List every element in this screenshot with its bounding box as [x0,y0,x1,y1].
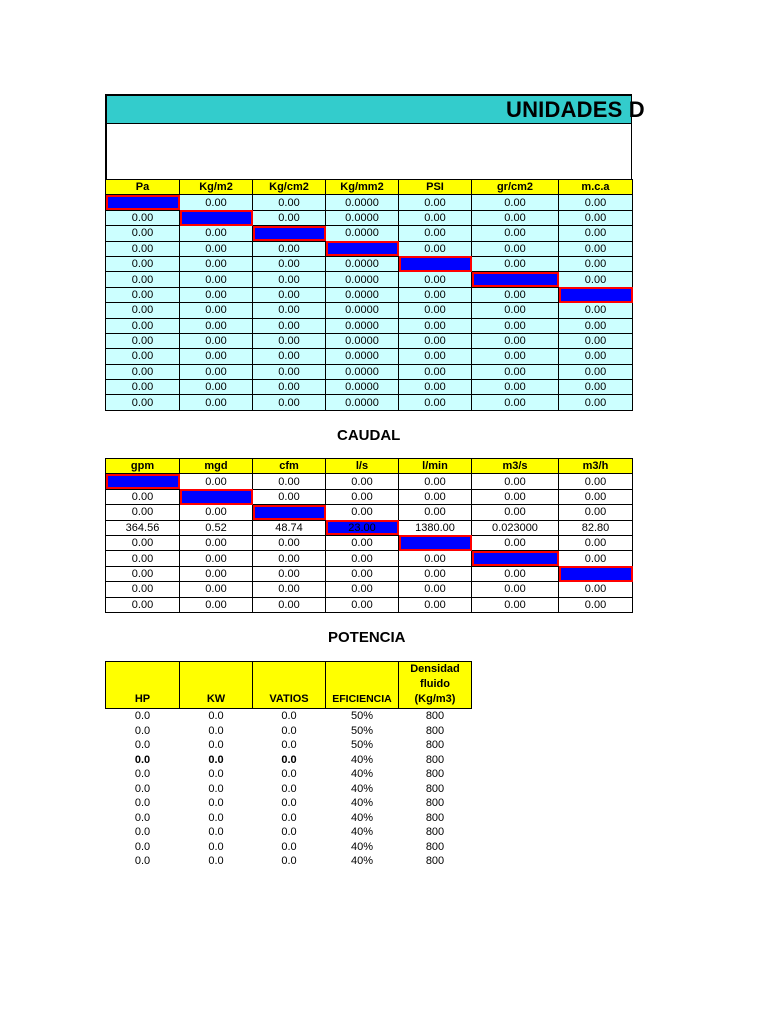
table-cell[interactable]: 0.0000 [326,226,399,241]
table-cell[interactable]: 0.0 [281,855,297,868]
table-row [106,395,633,410]
table-row [106,241,633,256]
table-cell[interactable]: 0.00 [399,287,472,302]
table-cell[interactable]: 0.0 [134,855,151,868]
table-cell[interactable]: 0.0 [134,724,151,737]
table-cell[interactable]: 0.00 [472,303,559,318]
table-cell[interactable]: 800 [425,724,445,737]
presion-header-row [106,180,633,195]
table-cell[interactable]: 0.00 [559,226,633,241]
table-cell[interactable]: 0.00 [399,597,472,612]
input-cell[interactable] [326,241,399,256]
table-cell[interactable]: 0.00 [472,364,559,379]
table-cell[interactable]: 0.00 [399,318,472,333]
table-cell[interactable]: 0.0 [281,797,297,810]
table-cell[interactable]: 0.00 [399,195,472,210]
table-cell[interactable]: 0.00 [559,505,633,520]
table-cell[interactable]: 0.00 [399,582,472,597]
table-cell[interactable]: 0.0 [134,753,151,766]
table-cell[interactable]: 0.00 [253,210,326,225]
table-row [106,753,472,768]
table-cell[interactable]: 0.00 [399,551,472,566]
table-cell[interactable]: 40% [350,768,374,781]
table-cell[interactable]: 0.00 [472,318,559,333]
table-cell[interactable]: 0.00 [180,226,253,241]
table-cell[interactable]: 0.00 [559,303,633,318]
table-cell[interactable]: 0.00 [106,210,180,225]
table-cell[interactable]: 0.00 [326,535,399,550]
table-row [106,535,633,550]
table-cell[interactable]: 0.0 [281,826,297,839]
caudal-header-cell: m3/s [472,459,559,474]
input-cell[interactable] [106,195,180,210]
table-cell[interactable]: 0.00 [399,364,472,379]
table-cell[interactable]: 0.00 [253,535,326,550]
table-cell[interactable]: 0.0 [208,710,224,723]
table-row [106,333,633,348]
table-cell[interactable]: 0.52 [180,520,253,535]
table-cell[interactable]: 0.00 [180,318,253,333]
table-cell[interactable]: 0.00 [180,272,253,287]
input-cell[interactable] [399,535,472,550]
table-row [106,303,633,318]
table-cell[interactable]: 0.0 [134,739,151,752]
table-cell[interactable]: 0.0 [281,753,297,766]
table-cell[interactable]: 40% [350,855,374,868]
table-cell[interactable]: 0.00 [559,551,633,566]
table-row [106,782,472,797]
potencia-header-row [106,662,472,709]
table-row [106,796,472,811]
table-cell[interactable]: 0.00 [180,333,253,348]
table-cell[interactable]: 0.0 [208,768,224,781]
table-cell[interactable]: 0.0000 [326,318,399,333]
table-cell[interactable]: 800 [425,710,445,723]
table-cell[interactable]: 0.00 [180,474,253,489]
input-cell[interactable]: 23.00 [326,520,399,535]
table-cell[interactable]: 0.00 [253,489,326,504]
table-cell[interactable]: 0.00 [106,272,180,287]
table-cell[interactable]: 0.0 [281,782,297,795]
table-row [106,272,633,287]
table-cell[interactable]: 0.00 [180,364,253,379]
table-cell[interactable]: 0.0 [281,710,297,723]
table-row [106,474,633,489]
table-cell[interactable]: 0.0 [134,826,151,839]
table-cell[interactable]: 0.00 [399,474,472,489]
table-cell[interactable]: 0.00 [106,582,180,597]
table-cell[interactable]: 0.00 [180,582,253,597]
caudal-header-cell: mgd [180,459,253,474]
input-cell[interactable] [559,566,633,581]
table-cell[interactable]: 40% [350,826,374,839]
table-cell[interactable]: 50% [350,739,374,752]
table-cell[interactable]: 40% [350,840,374,853]
table-cell[interactable]: 0.00 [559,597,633,612]
table-cell[interactable]: 0.00 [180,597,253,612]
table-cell[interactable]: 0.00 [106,505,180,520]
table-cell[interactable]: 0.00 [180,535,253,550]
table-cell[interactable]: 0.0 [281,768,297,781]
table-cell[interactable]: 0.0 [208,840,224,853]
table-cell[interactable]: 0.00 [106,597,180,612]
table-cell[interactable]: 0.00 [399,395,472,410]
table-cell[interactable]: 0.00 [106,333,180,348]
table-row [106,318,633,333]
table-cell[interactable]: 0.00 [472,566,559,581]
table-cell[interactable]: 800 [425,855,445,868]
presion-header-cell: m.c.a [559,180,633,195]
table-cell[interactable]: 0.0000 [326,364,399,379]
table-cell[interactable]: 0.00 [559,380,633,395]
table-cell[interactable]: 0.00 [180,395,253,410]
table-cell[interactable]: 0.00 [106,535,180,550]
table-cell[interactable]: 0.0 [208,739,224,752]
table-cell[interactable]: 0.0000 [326,333,399,348]
table-cell[interactable]: 0.0000 [326,303,399,318]
table-cell[interactable]: 0.0000 [326,380,399,395]
table-cell[interactable]: 0.00 [253,318,326,333]
table-cell[interactable]: 0.00 [472,505,559,520]
table-cell[interactable]: 0.00 [106,380,180,395]
presion-header-cell: PSI [399,180,472,195]
table-cell[interactable]: 0.00 [559,333,633,348]
table-cell[interactable]: 0.00 [180,241,253,256]
input-cell[interactable] [472,272,559,287]
table-row [106,854,472,869]
table-cell[interactable]: 0.0 [281,739,297,752]
table-cell[interactable]: 0.00 [253,474,326,489]
table-cell[interactable]: 0.00 [253,364,326,379]
table-cell[interactable]: 0.0000 [326,349,399,364]
table-cell[interactable]: 0.00 [253,395,326,410]
table-row [106,566,633,581]
table-cell[interactable]: 0.00 [106,256,180,271]
table-cell[interactable]: 0.0 [134,811,151,824]
table-cell[interactable]: 0.00 [106,566,180,581]
potencia-header-cell: VATIOS [253,662,326,709]
table-cell[interactable]: 800 [425,753,445,766]
title-bar [107,96,645,124]
table-cell[interactable]: 0.0 [208,724,224,737]
table-row [106,724,472,739]
table-cell[interactable]: 0.0 [208,855,224,868]
input-cell[interactable] [559,287,633,302]
input-cell[interactable] [253,226,326,241]
table-cell[interactable]: 0.00 [180,303,253,318]
table-cell[interactable]: 0.00 [559,241,633,256]
table-cell[interactable]: 82.80 [559,520,633,535]
table-cell[interactable]: 0.00 [253,582,326,597]
table-cell[interactable]: 0.00 [559,195,633,210]
table-row [106,210,633,225]
table-cell[interactable]: 0.00 [559,395,633,410]
table-cell[interactable]: 0.00 [399,566,472,581]
table-cell[interactable]: 0.0000 [326,395,399,410]
table-cell[interactable]: 0.0 [281,840,297,853]
table-cell[interactable]: 0.00 [326,551,399,566]
table-cell[interactable]: 0.00 [559,364,633,379]
table-cell[interactable]: 0.00 [180,349,253,364]
table-cell[interactable]: 0.00 [399,210,472,225]
potencia-title: POTENCIA [328,629,406,646]
table-cell[interactable]: 40% [350,753,374,766]
caudal-header-cell: l/min [399,459,472,474]
table-row [106,811,472,826]
input-cell[interactable] [180,489,253,504]
caudal-header-row [106,459,633,474]
input-cell[interactable] [106,474,180,489]
table-cell[interactable]: 0.00 [106,226,180,241]
table-cell[interactable]: 0.00 [399,303,472,318]
potencia-header-cell: Densidad fluido (Kg/m3) [399,662,472,709]
presion-header-cell: Kg/cm2 [253,180,326,195]
table-cell[interactable]: 0.00 [472,395,559,410]
table-cell[interactable]: 50% [350,724,374,737]
table-cell[interactable]: 0.00 [472,582,559,597]
input-cell[interactable] [253,505,326,520]
table-cell[interactable]: 0.00 [399,272,472,287]
input-cell[interactable] [472,551,559,566]
table-cell[interactable]: 1380.00 [399,520,472,535]
caudal-header-cell: cfm [253,459,326,474]
table-cell[interactable]: 0.0 [208,826,224,839]
table-row [106,597,633,612]
table-cell[interactable]: 0.00 [559,349,633,364]
table-cell[interactable]: 0.00 [399,489,472,504]
input-cell[interactable] [399,256,472,271]
table-row [106,287,633,302]
potencia-header-cell: EFICIENCIA [326,662,399,709]
table-cell[interactable]: 0.00 [180,195,253,210]
table-cell[interactable]: 0.00 [253,303,326,318]
table-cell[interactable]: 0.00 [559,489,633,504]
presion-header-cell: Kg/m2 [180,180,253,195]
table-cell[interactable]: 0.0 [134,797,151,810]
potencia-header-cell: HP [106,662,180,709]
table-row [106,582,633,597]
table-cell[interactable]: 0.00 [559,535,633,550]
table-cell[interactable]: 0.00 [472,597,559,612]
table-row [106,256,633,271]
table-cell[interactable]: 0.00 [180,551,253,566]
presion-table [105,179,633,411]
table-cell[interactable]: 0.00 [253,597,326,612]
potencia-table [105,661,472,869]
table-cell[interactable]: 0.00 [472,256,559,271]
table-cell[interactable]: 40% [350,782,374,795]
caudal-title: CAUDAL [337,427,401,444]
table-cell[interactable]: 0.0 [281,724,297,737]
table-row [106,349,633,364]
table-cell[interactable]: 0.00 [106,551,180,566]
table-row [106,738,472,753]
table-cell[interactable]: 0.00 [106,364,180,379]
table-cell[interactable]: 0.00 [180,287,253,302]
table-cell[interactable]: 0.00 [106,318,180,333]
table-cell[interactable]: 0.00 [559,272,633,287]
table-cell[interactable]: 0.023000 [472,520,559,535]
table-cell[interactable]: 0.00 [180,256,253,271]
table-cell[interactable]: 800 [425,826,445,839]
table-cell[interactable]: 0.00 [559,318,633,333]
table-cell[interactable]: 800 [425,797,445,810]
table-row [106,380,633,395]
table-cell[interactable]: 0.0 [281,811,297,824]
table-cell[interactable]: 0.00 [326,582,399,597]
table-cell[interactable]: 800 [425,811,445,824]
table-cell[interactable]: 0.00 [399,226,472,241]
table-cell[interactable]: 800 [425,739,445,752]
table-cell[interactable]: 0.0 [134,710,151,723]
table-cell[interactable]: 0.00 [326,566,399,581]
table-cell[interactable]: 0.00 [253,349,326,364]
table-cell[interactable]: 0.0000 [326,287,399,302]
table-cell[interactable]: 0.0 [134,840,151,853]
table-cell[interactable]: 0.00 [399,349,472,364]
table-cell[interactable]: 0.00 [106,489,180,504]
table-cell[interactable]: 0.0000 [326,195,399,210]
table-cell[interactable]: 0.00 [180,566,253,581]
table-cell[interactable]: 0.0000 [326,272,399,287]
input-cell[interactable] [180,210,253,225]
presion-header-cell: gr/cm2 [472,180,559,195]
table-row [106,505,633,520]
table-cell[interactable]: 0.0 [208,811,224,824]
table-cell[interactable]: 0.00 [253,272,326,287]
table-cell[interactable]: 0.00 [326,474,399,489]
table-cell[interactable]: 0.00 [472,349,559,364]
table-cell[interactable]: 0.00 [472,474,559,489]
table-cell[interactable]: 0.00 [253,195,326,210]
table-cell[interactable]: 0.00 [559,256,633,271]
table-cell[interactable]: 0.00 [472,535,559,550]
caudal-header-cell: gpm [106,459,180,474]
table-cell[interactable]: 0.00 [399,333,472,348]
page-title: UNIDADES D [506,97,645,122]
table-cell[interactable]: 0.00 [106,241,180,256]
table-cell[interactable]: 364.56 [106,520,180,535]
table-cell[interactable]: 0.00 [326,505,399,520]
table-cell[interactable]: 0.00 [253,256,326,271]
table-cell[interactable]: 0.0 [208,782,224,795]
table-row [106,520,633,535]
table-cell[interactable]: 0.00 [559,210,633,225]
table-cell[interactable]: 0.00 [106,287,180,302]
table-cell[interactable]: 40% [350,811,374,824]
table-row [106,551,633,566]
table-cell[interactable]: 800 [425,840,445,853]
table-row [106,709,472,724]
table-cell[interactable]: 0.0 [134,782,151,795]
table-cell[interactable]: 0.00 [253,241,326,256]
table-cell[interactable]: 0.00 [559,582,633,597]
table-cell[interactable]: 0.0 [208,753,224,766]
presion-title-box [105,94,645,182]
caudal-header-cell: m3/h [559,459,633,474]
table-cell[interactable]: 0.00 [472,287,559,302]
table-cell[interactable]: 48.74 [253,520,326,535]
table-cell[interactable]: 0.00 [253,287,326,302]
table-cell[interactable]: 0.00 [472,195,559,210]
table-cell[interactable]: 0.0 [134,768,151,781]
table-cell[interactable]: 0.0 [208,797,224,810]
potencia-header-cell: KW [180,662,253,709]
table-cell[interactable]: 0.00 [399,505,472,520]
table-cell[interactable]: 40% [350,797,374,810]
table-row [106,364,633,379]
table-cell[interactable]: 0.00 [106,349,180,364]
table-cell[interactable]: 800 [425,782,445,795]
table-cell[interactable]: 800 [425,768,445,781]
table-row [106,825,472,840]
table-row [106,226,633,241]
table-cell[interactable]: 0.00 [180,505,253,520]
table-cell[interactable]: 0.00 [399,380,472,395]
table-cell[interactable]: 0.00 [472,380,559,395]
caudal-table [105,458,633,613]
table-cell[interactable]: 0.00 [253,566,326,581]
table-cell[interactable]: 0.00 [253,380,326,395]
table-cell[interactable]: 0.0000 [326,256,399,271]
table-cell[interactable]: 0.00 [472,241,559,256]
table-cell[interactable]: 0.00 [253,333,326,348]
table-cell[interactable]: 0.00 [472,210,559,225]
table-cell[interactable]: 0.00 [326,597,399,612]
table-row [106,489,633,504]
table-cell[interactable]: 0.00 [559,474,633,489]
table-cell[interactable]: 0.00 [472,333,559,348]
table-cell[interactable]: 0.00 [106,303,180,318]
table-row [106,767,472,782]
table-row [106,195,633,210]
table-cell[interactable]: 0.0000 [326,210,399,225]
table-row [106,840,472,855]
table-cell[interactable]: 0.00 [180,380,253,395]
table-cell[interactable]: 0.00 [326,489,399,504]
presion-header-cell: Kg/mm2 [326,180,399,195]
caudal-header-cell: l/s [326,459,399,474]
table-cell[interactable]: 0.00 [472,226,559,241]
table-cell[interactable]: 0.00 [472,489,559,504]
presion-header-cell: Pa [106,180,180,195]
table-cell[interactable]: 0.00 [253,551,326,566]
table-cell[interactable]: 0.00 [106,395,180,410]
table-cell[interactable]: 0.00 [399,241,472,256]
table-cell[interactable]: 50% [350,710,374,723]
